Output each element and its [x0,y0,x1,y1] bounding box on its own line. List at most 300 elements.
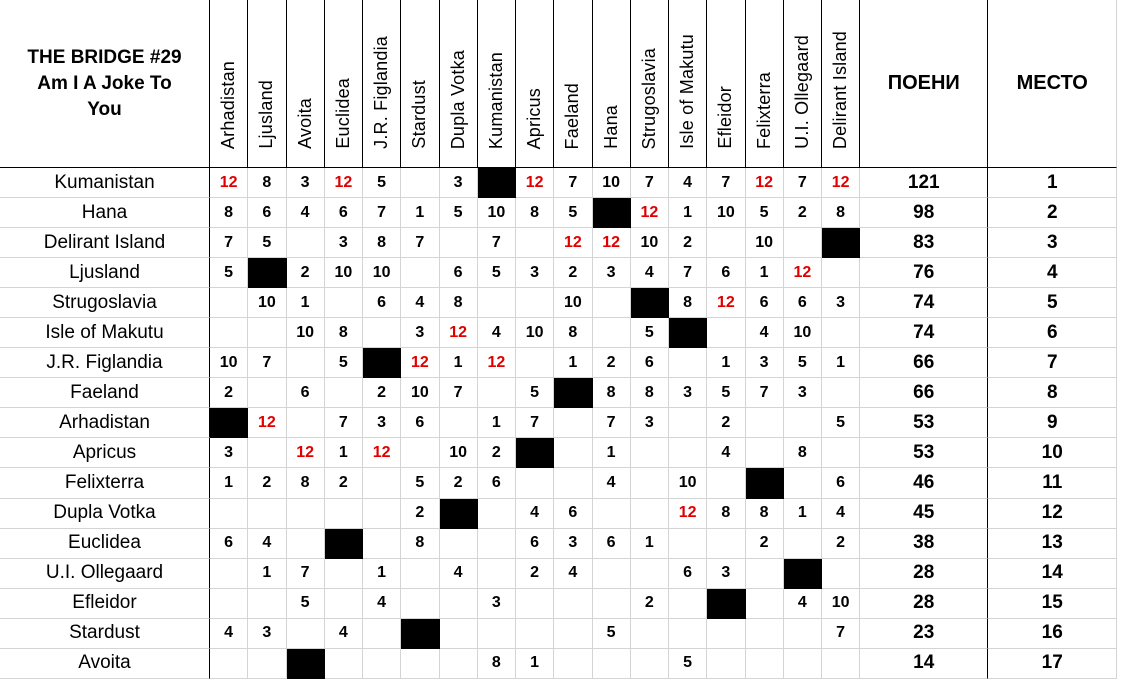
self-vote-cell[interactable] [554,378,592,408]
vote-cell[interactable] [440,408,478,438]
country-name-cell[interactable]: Stardust [0,619,210,649]
place-cell[interactable]: 5 [988,288,1117,318]
vote-cell[interactable]: 6 [669,559,707,589]
points-cell[interactable]: 53 [860,408,988,438]
points-header[interactable]: ПОЕНИ [860,0,988,168]
vote-cell[interactable] [440,529,478,559]
place-cell[interactable]: 2 [988,198,1117,228]
vote-cell[interactable]: 1 [593,438,631,468]
vote-cell[interactable]: 6 [325,198,363,228]
vote-cell[interactable] [593,589,631,619]
voter-header-cell[interactable] [478,0,516,168]
vote-cell[interactable]: 12 [669,499,707,529]
country-name-cell[interactable]: Efleidor [0,589,210,619]
vote-cell[interactable] [325,589,363,619]
vote-cell[interactable] [784,649,822,679]
vote-cell[interactable] [516,288,554,318]
vote-cell[interactable] [669,529,707,559]
vote-cell[interactable]: 5 [401,468,439,498]
vote-cell[interactable] [746,619,784,649]
vote-cell[interactable] [325,499,363,529]
vote-cell[interactable] [516,348,554,378]
vote-cell[interactable]: 6 [746,288,784,318]
vote-cell[interactable] [401,438,439,468]
vote-cell[interactable] [784,408,822,438]
vote-cell[interactable]: 12 [746,168,784,198]
voter-header-cell[interactable] [440,0,478,168]
points-cell[interactable]: 121 [860,168,988,198]
country-name-cell[interactable]: U.I. Ollegaard [0,559,210,589]
voter-header-cell[interactable] [631,0,669,168]
vote-cell[interactable]: 3 [822,288,860,318]
country-name-cell[interactable]: Delirant Island [0,228,210,258]
vote-cell[interactable]: 12 [593,228,631,258]
vote-cell[interactable]: 3 [746,348,784,378]
vote-cell[interactable]: 5 [554,198,592,228]
vote-cell[interactable]: 2 [248,468,286,498]
vote-cell[interactable]: 7 [325,408,363,438]
vote-cell[interactable]: 4 [401,288,439,318]
vote-cell[interactable]: 7 [248,348,286,378]
vote-cell[interactable] [478,288,516,318]
vote-cell[interactable]: 8 [822,198,860,228]
self-vote-cell[interactable] [248,258,286,288]
vote-cell[interactable] [669,348,707,378]
country-name-cell[interactable]: Isle of Makutu [0,318,210,348]
vote-cell[interactable] [478,378,516,408]
vote-cell[interactable]: 12 [707,288,745,318]
vote-cell[interactable]: 10 [707,198,745,228]
vote-cell[interactable]: 8 [440,288,478,318]
vote-cell[interactable]: 4 [669,168,707,198]
vote-cell[interactable]: 5 [478,258,516,288]
voter-header-cell[interactable] [554,0,592,168]
vote-cell[interactable] [593,649,631,679]
vote-cell[interactable]: 12 [440,318,478,348]
vote-cell[interactable]: 6 [707,258,745,288]
vote-cell[interactable]: 2 [440,468,478,498]
vote-cell[interactable]: 5 [248,228,286,258]
vote-cell[interactable] [707,318,745,348]
vote-cell[interactable]: 8 [248,168,286,198]
country-name-cell[interactable]: Hana [0,198,210,228]
vote-cell[interactable] [707,468,745,498]
place-cell[interactable]: 1 [988,168,1117,198]
country-name-cell[interactable]: Apricus [0,438,210,468]
vote-cell[interactable]: 6 [822,468,860,498]
vote-cell[interactable] [631,649,669,679]
vote-cell[interactable]: 8 [669,288,707,318]
vote-cell[interactable]: 8 [746,499,784,529]
vote-cell[interactable] [363,649,401,679]
vote-cell[interactable]: 1 [210,468,248,498]
vote-cell[interactable]: 6 [554,499,592,529]
vote-cell[interactable]: 7 [363,198,401,228]
place-cell[interactable]: 10 [988,438,1117,468]
vote-cell[interactable]: 2 [554,258,592,288]
vote-cell[interactable]: 7 [401,228,439,258]
vote-cell[interactable] [478,529,516,559]
vote-cell[interactable]: 1 [478,408,516,438]
vote-cell[interactable]: 3 [210,438,248,468]
vote-cell[interactable] [478,619,516,649]
points-cell[interactable]: 74 [860,288,988,318]
vote-cell[interactable] [707,228,745,258]
country-name-cell[interactable]: Avoita [0,649,210,679]
vote-cell[interactable] [401,589,439,619]
self-vote-cell[interactable] [363,348,401,378]
vote-cell[interactable] [248,499,286,529]
points-cell[interactable]: 76 [860,258,988,288]
vote-cell[interactable] [516,589,554,619]
vote-cell[interactable]: 12 [631,198,669,228]
vote-cell[interactable]: 6 [210,529,248,559]
vote-cell[interactable] [822,438,860,468]
self-vote-cell[interactable] [516,438,554,468]
vote-cell[interactable]: 4 [593,468,631,498]
vote-cell[interactable]: 8 [210,198,248,228]
vote-cell[interactable] [593,559,631,589]
voter-header-cell[interactable] [822,0,860,168]
vote-cell[interactable]: 2 [707,408,745,438]
vote-cell[interactable] [784,228,822,258]
vote-cell[interactable] [784,468,822,498]
vote-cell[interactable] [822,649,860,679]
vote-cell[interactable] [746,408,784,438]
vote-cell[interactable]: 1 [784,499,822,529]
vote-cell[interactable] [631,499,669,529]
country-name-cell[interactable]: Dupla Votka [0,499,210,529]
vote-cell[interactable] [669,438,707,468]
voter-header-cell[interactable] [516,0,554,168]
voter-header-cell[interactable] [593,0,631,168]
vote-cell[interactable] [210,318,248,348]
vote-cell[interactable]: 10 [401,378,439,408]
vote-cell[interactable]: 3 [401,318,439,348]
vote-cell[interactable]: 8 [287,468,325,498]
vote-cell[interactable]: 12 [822,168,860,198]
voter-header-cell[interactable] [248,0,286,168]
vote-cell[interactable]: 7 [516,408,554,438]
vote-cell[interactable] [822,258,860,288]
vote-cell[interactable]: 5 [784,348,822,378]
vote-cell[interactable] [593,499,631,529]
vote-cell[interactable]: 5 [707,378,745,408]
vote-cell[interactable]: 7 [669,258,707,288]
self-vote-cell[interactable] [210,408,248,438]
self-vote-cell[interactable] [325,529,363,559]
vote-cell[interactable]: 10 [287,318,325,348]
vote-cell[interactable]: 4 [210,619,248,649]
vote-cell[interactable]: 5 [746,198,784,228]
vote-cell[interactable] [248,438,286,468]
place-cell[interactable]: 6 [988,318,1117,348]
vote-cell[interactable]: 8 [631,378,669,408]
vote-cell[interactable]: 12 [516,168,554,198]
vote-cell[interactable]: 12 [784,258,822,288]
vote-cell[interactable]: 8 [401,529,439,559]
place-cell[interactable]: 17 [988,649,1117,679]
place-cell[interactable]: 15 [988,589,1117,619]
country-name-cell[interactable]: Felixterra [0,468,210,498]
vote-cell[interactable]: 6 [363,288,401,318]
country-name-cell[interactable]: Strugoslavia [0,288,210,318]
vote-cell[interactable]: 3 [478,589,516,619]
vote-cell[interactable]: 3 [363,408,401,438]
vote-cell[interactable] [401,649,439,679]
vote-cell[interactable]: 3 [248,619,286,649]
country-name-cell[interactable]: Arhadistan [0,408,210,438]
self-vote-cell[interactable] [401,619,439,649]
vote-cell[interactable]: 1 [363,559,401,589]
place-cell[interactable]: 14 [988,559,1117,589]
vote-cell[interactable]: 1 [325,438,363,468]
vote-cell[interactable]: 3 [325,228,363,258]
points-cell[interactable]: 14 [860,649,988,679]
vote-cell[interactable] [784,619,822,649]
vote-cell[interactable] [707,529,745,559]
vote-cell[interactable]: 2 [822,529,860,559]
vote-cell[interactable]: 12 [210,168,248,198]
self-vote-cell[interactable] [822,228,860,258]
vote-cell[interactable] [287,619,325,649]
vote-cell[interactable]: 4 [248,529,286,559]
vote-cell[interactable]: 10 [325,258,363,288]
vote-cell[interactable] [210,649,248,679]
vote-cell[interactable]: 6 [784,288,822,318]
voter-header-cell[interactable] [325,0,363,168]
vote-cell[interactable]: 10 [440,438,478,468]
vote-cell[interactable]: 5 [516,378,554,408]
vote-cell[interactable]: 12 [401,348,439,378]
voter-header-cell[interactable] [707,0,745,168]
vote-cell[interactable]: 10 [478,198,516,228]
vote-cell[interactable] [822,378,860,408]
points-cell[interactable]: 98 [860,198,988,228]
vote-cell[interactable] [210,589,248,619]
country-name-cell[interactable]: Euclidea [0,529,210,559]
table-title-cell[interactable] [0,0,210,168]
points-cell[interactable]: 66 [860,378,988,408]
voter-header-cell[interactable] [784,0,822,168]
points-cell[interactable]: 46 [860,468,988,498]
vote-cell[interactable]: 1 [746,258,784,288]
vote-cell[interactable]: 8 [554,318,592,348]
vote-cell[interactable] [440,228,478,258]
place-cell[interactable]: 11 [988,468,1117,498]
country-name-cell[interactable]: Ljusland [0,258,210,288]
vote-cell[interactable] [707,619,745,649]
voter-header-cell[interactable] [210,0,248,168]
vote-cell[interactable]: 2 [401,499,439,529]
vote-cell[interactable] [554,619,592,649]
vote-cell[interactable] [593,288,631,318]
vote-cell[interactable]: 6 [287,378,325,408]
vote-cell[interactable]: 12 [287,438,325,468]
place-cell[interactable]: 16 [988,619,1117,649]
vote-cell[interactable] [554,438,592,468]
vote-cell[interactable] [478,559,516,589]
vote-cell[interactable] [287,529,325,559]
points-cell[interactable]: 53 [860,438,988,468]
vote-cell[interactable] [516,468,554,498]
vote-cell[interactable] [707,649,745,679]
vote-cell[interactable]: 1 [822,348,860,378]
self-vote-cell[interactable] [287,649,325,679]
vote-cell[interactable]: 3 [593,258,631,288]
vote-cell[interactable]: 12 [554,228,592,258]
vote-cell[interactable] [325,378,363,408]
vote-cell[interactable] [669,619,707,649]
country-name-cell[interactable]: Kumanistan [0,168,210,198]
place-cell[interactable]: 3 [988,228,1117,258]
vote-cell[interactable]: 5 [822,408,860,438]
vote-cell[interactable]: 10 [669,468,707,498]
vote-cell[interactable] [631,559,669,589]
points-cell[interactable]: 74 [860,318,988,348]
vote-cell[interactable]: 3 [784,378,822,408]
vote-cell[interactable]: 4 [363,589,401,619]
self-vote-cell[interactable] [593,198,631,228]
self-vote-cell[interactable] [746,468,784,498]
vote-cell[interactable]: 7 [478,228,516,258]
vote-cell[interactable]: 7 [440,378,478,408]
vote-cell[interactable] [210,288,248,318]
vote-cell[interactable]: 5 [325,348,363,378]
vote-cell[interactable]: 10 [822,589,860,619]
place-cell[interactable]: 13 [988,529,1117,559]
vote-cell[interactable] [554,649,592,679]
vote-cell[interactable]: 6 [440,258,478,288]
vote-cell[interactable]: 12 [248,408,286,438]
vote-cell[interactable]: 10 [631,228,669,258]
vote-cell[interactable]: 3 [669,378,707,408]
vote-cell[interactable]: 1 [440,348,478,378]
vote-cell[interactable] [746,589,784,619]
vote-cell[interactable]: 8 [325,318,363,348]
vote-cell[interactable]: 6 [516,529,554,559]
vote-cell[interactable]: 3 [516,258,554,288]
vote-cell[interactable] [325,288,363,318]
points-cell[interactable]: 28 [860,589,988,619]
vote-cell[interactable]: 4 [478,318,516,348]
vote-cell[interactable] [440,589,478,619]
vote-cell[interactable]: 2 [210,378,248,408]
voter-header-cell[interactable] [669,0,707,168]
vote-cell[interactable]: 10 [210,348,248,378]
vote-cell[interactable]: 1 [631,529,669,559]
vote-cell[interactable]: 7 [784,168,822,198]
vote-cell[interactable] [593,318,631,348]
vote-cell[interactable]: 6 [631,348,669,378]
vote-cell[interactable]: 8 [363,228,401,258]
points-cell[interactable]: 28 [860,559,988,589]
vote-cell[interactable]: 8 [478,649,516,679]
vote-cell[interactable]: 1 [669,198,707,228]
vote-cell[interactable]: 1 [516,649,554,679]
place-header[interactable]: МЕСТО [988,0,1117,168]
self-vote-cell[interactable] [669,318,707,348]
vote-cell[interactable]: 4 [516,499,554,529]
vote-cell[interactable]: 3 [440,168,478,198]
voter-header-cell[interactable] [363,0,401,168]
vote-cell[interactable]: 4 [554,559,592,589]
vote-cell[interactable]: 6 [248,198,286,228]
vote-cell[interactable]: 7 [746,378,784,408]
country-name-cell[interactable]: Faeland [0,378,210,408]
vote-cell[interactable]: 7 [707,168,745,198]
vote-cell[interactable]: 2 [784,198,822,228]
place-cell[interactable]: 12 [988,499,1117,529]
vote-cell[interactable]: 5 [210,258,248,288]
vote-cell[interactable] [210,499,248,529]
voter-header-cell[interactable] [401,0,439,168]
vote-cell[interactable] [363,619,401,649]
vote-cell[interactable] [325,559,363,589]
vote-cell[interactable]: 6 [593,529,631,559]
vote-cell[interactable] [440,649,478,679]
points-cell[interactable]: 83 [860,228,988,258]
vote-cell[interactable]: 12 [363,438,401,468]
vote-cell[interactable]: 10 [554,288,592,318]
vote-cell[interactable]: 8 [593,378,631,408]
vote-cell[interactable]: 2 [746,529,784,559]
vote-cell[interactable]: 3 [631,408,669,438]
self-vote-cell[interactable] [784,559,822,589]
vote-cell[interactable]: 7 [554,168,592,198]
vote-cell[interactable]: 2 [669,228,707,258]
vote-cell[interactable]: 3 [287,168,325,198]
vote-cell[interactable]: 10 [746,228,784,258]
vote-cell[interactable]: 4 [707,438,745,468]
vote-cell[interactable]: 2 [478,438,516,468]
vote-cell[interactable]: 4 [631,258,669,288]
vote-cell[interactable]: 4 [440,559,478,589]
vote-cell[interactable]: 4 [325,619,363,649]
vote-cell[interactable] [287,228,325,258]
self-vote-cell[interactable] [440,499,478,529]
vote-cell[interactable] [325,649,363,679]
vote-cell[interactable]: 7 [631,168,669,198]
vote-cell[interactable]: 4 [784,589,822,619]
vote-cell[interactable] [248,649,286,679]
vote-cell[interactable] [554,468,592,498]
vote-cell[interactable]: 1 [554,348,592,378]
vote-cell[interactable]: 4 [822,499,860,529]
vote-cell[interactable] [248,318,286,348]
vote-cell[interactable] [363,499,401,529]
voter-header-cell[interactable] [287,0,325,168]
self-vote-cell[interactable] [707,589,745,619]
vote-cell[interactable]: 10 [363,258,401,288]
vote-cell[interactable] [363,529,401,559]
vote-cell[interactable] [631,468,669,498]
vote-cell[interactable] [746,438,784,468]
place-cell[interactable]: 8 [988,378,1117,408]
vote-cell[interactable] [554,408,592,438]
vote-cell[interactable]: 8 [707,499,745,529]
vote-cell[interactable]: 8 [516,198,554,228]
vote-cell[interactable] [822,559,860,589]
vote-cell[interactable]: 2 [363,378,401,408]
vote-cell[interactable]: 7 [287,559,325,589]
vote-cell[interactable] [516,228,554,258]
place-cell[interactable]: 4 [988,258,1117,288]
vote-cell[interactable]: 7 [822,619,860,649]
place-cell[interactable]: 7 [988,348,1117,378]
vote-cell[interactable] [287,408,325,438]
vote-cell[interactable] [401,258,439,288]
